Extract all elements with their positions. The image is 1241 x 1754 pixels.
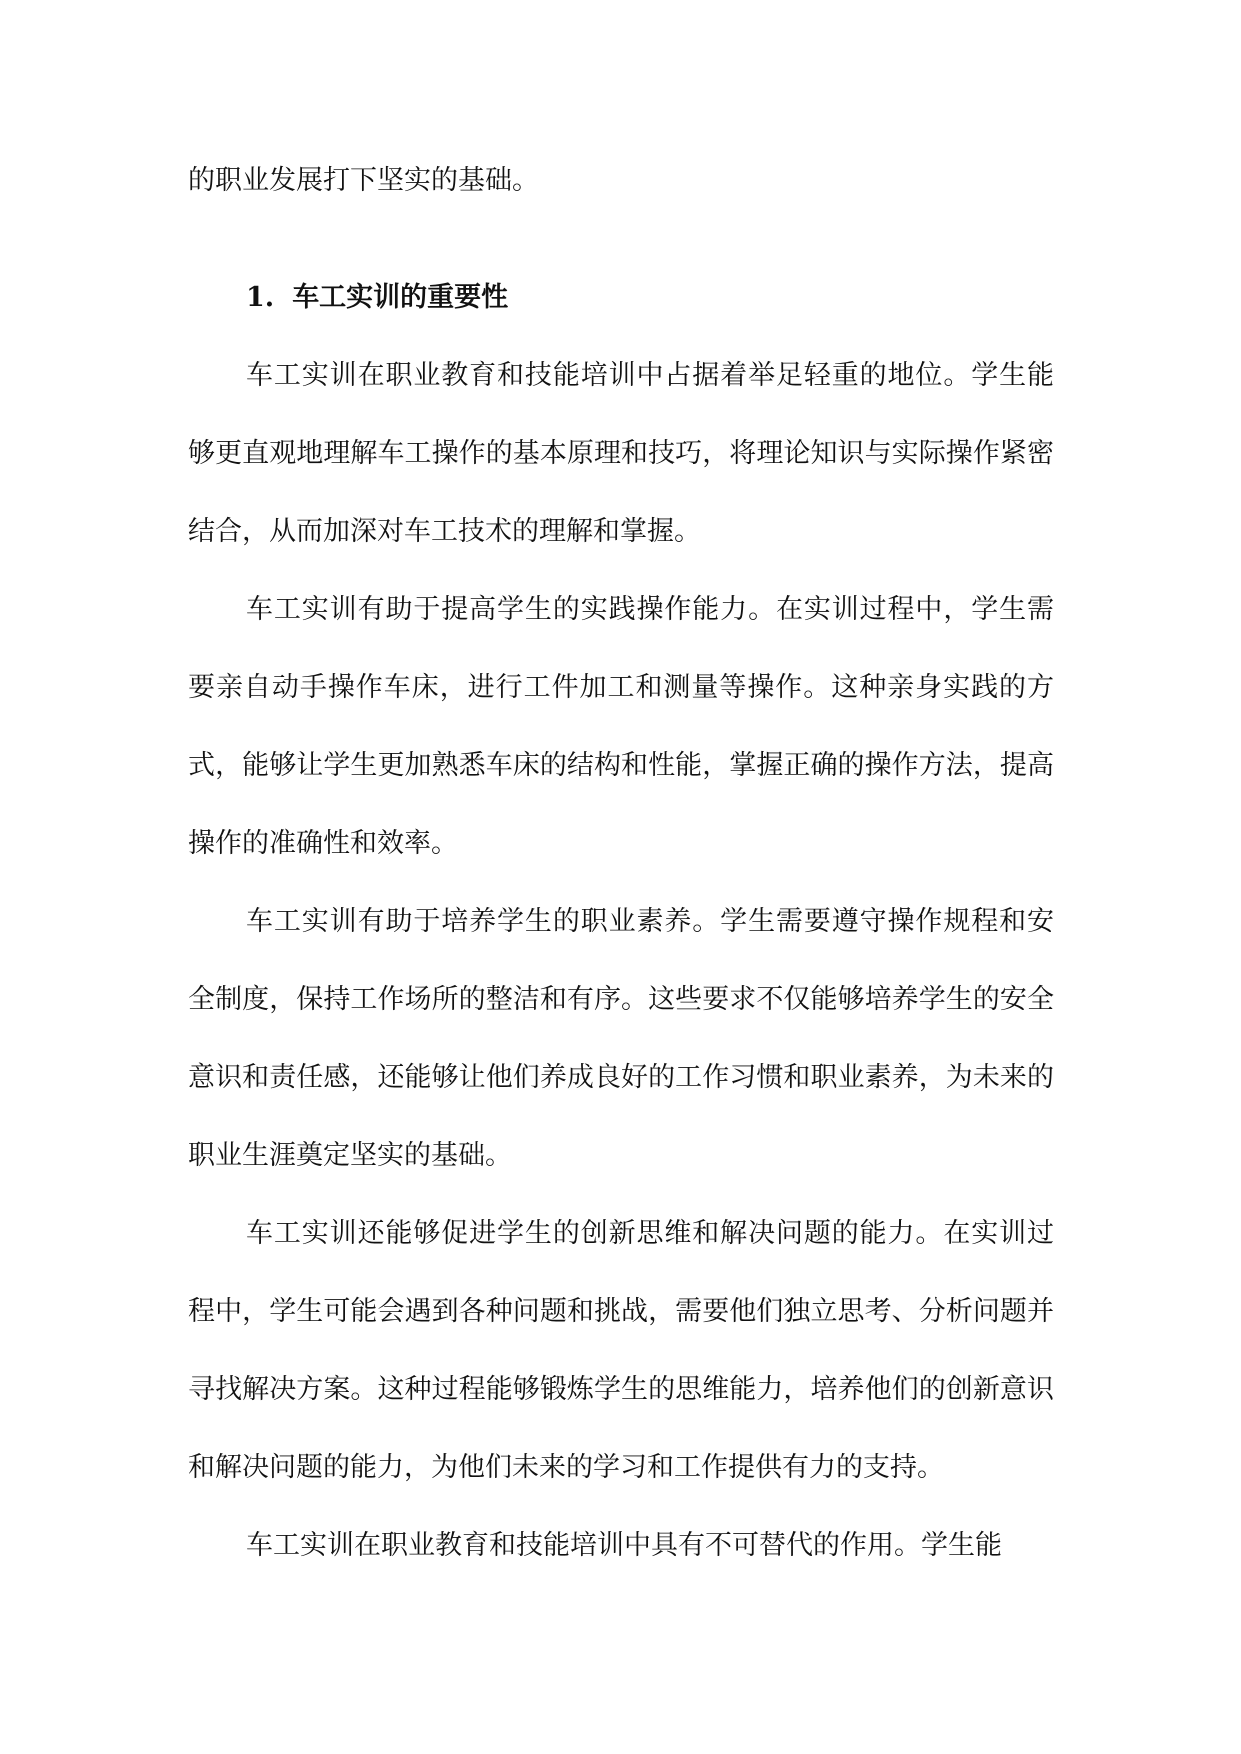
section-heading (188, 259, 1054, 337)
section-number: 1. (246, 282, 275, 313)
paragraph-irreplaceable-role: 车工实训在职业教育和技能培训中具有不可替代的作用。学生能 (246, 1530, 1002, 1561)
paragraph-practical-skills: 车工实训有助于提高学生的实践操作能力。在实训过程中，学生需要亲自动手操作车床，进行工件加工和测量等操作。这种亲身实践的方式，能够让学生更加熟悉车床的结构和性能，掌握正确的操作方法，提高操作的准确性和效率。 (188, 594, 1054, 859)
document-body (188, 142, 1054, 1585)
paragraph-innovation: 车工实训还能够促进学生的创新思维和解决问题的能力。在实训过程中，学生可能会遇到各种问题和挑战，需要他们独立思考、分析问题并寻找解决方案。这种过程能够锻炼学生的思维能力，培养他们的创新意识和解决问题的能力，为他们未来的学习和工作提供有力的支持。 (188, 1218, 1054, 1483)
section-title: 车工实训的重要性 (292, 282, 509, 313)
paragraph-professional-quality: 车工实训有助于培养学生的职业素养。学生需要遵守操作规程和安全制度，保持工作场所的整洁和有序。这些要求不仅能够培养学生的安全意识和责任感，还能够让他们养成良好的工作习惯和职业素养，为未来的职业生涯奠定坚实的基础。 (188, 906, 1054, 1171)
paragraph-importance: 车工实训在职业教育和技能培训中占据着举足轻重的地位。学生能够更直观地理解车工操作的基本原理和技巧，将理论知识与实际操作紧密结合，从而加深对车工技术的理解和掌握。 (188, 360, 1054, 547)
lead-paragraph: 的职业发展打下坚实的基础。 (188, 165, 539, 196)
